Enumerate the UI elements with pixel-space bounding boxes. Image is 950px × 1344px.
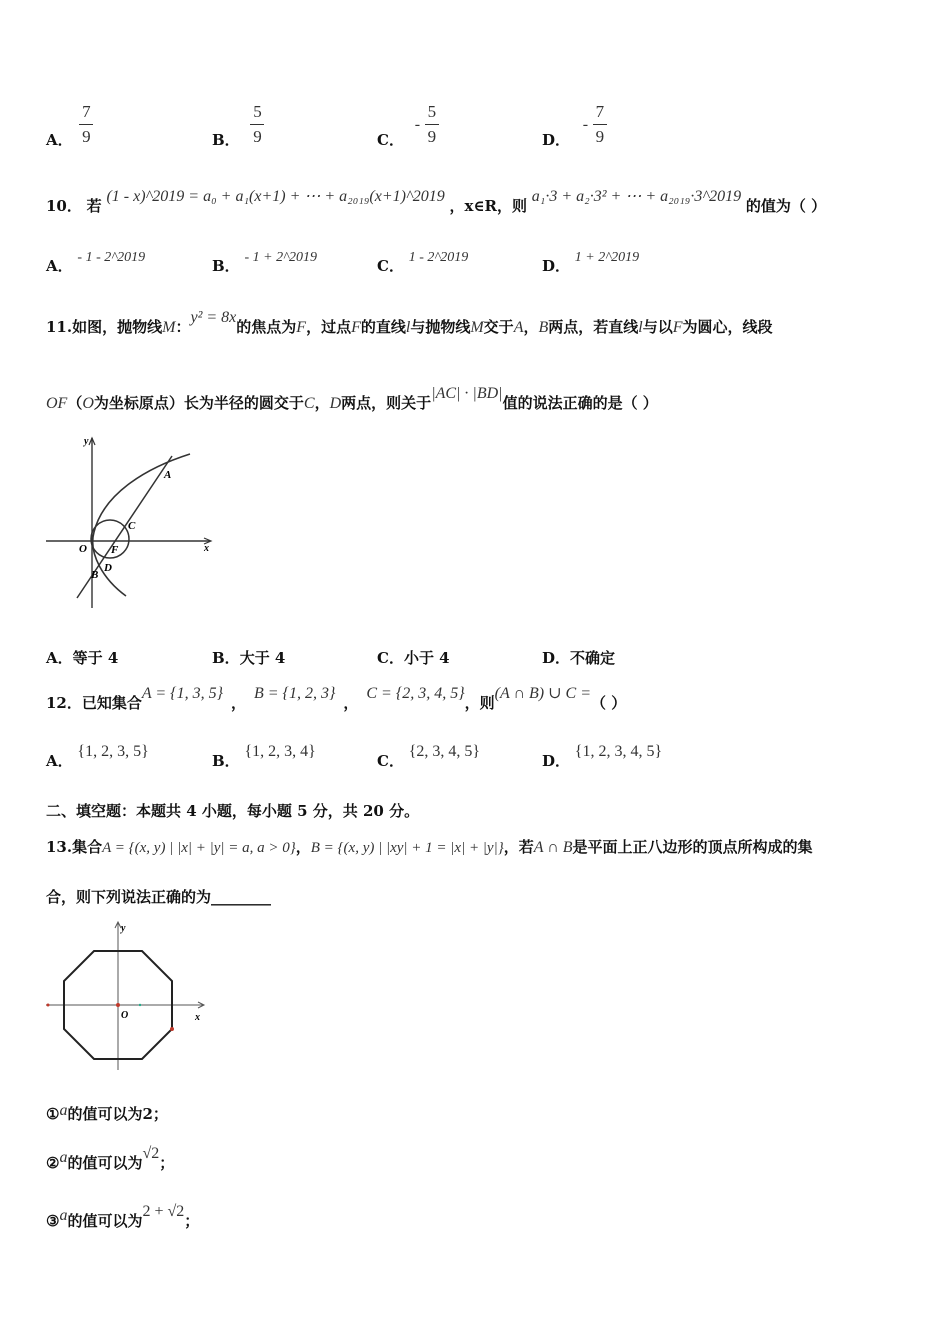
- q13-statement-3: [46, 1203, 200, 1231]
- math-O: O: [82, 395, 94, 412]
- section-title: 二、填空题：本题共 4 小题，每小题 5 分，共 20 分。: [46, 802, 420, 820]
- denominator: 9: [82, 127, 91, 146]
- q9-option-b: [212, 102, 264, 147]
- option-label: B．: [212, 130, 240, 149]
- question-number: 12．: [46, 694, 82, 712]
- option-value: - 1 + 2^2019: [244, 250, 317, 265]
- option-label: C．: [377, 257, 404, 275]
- origin-dot: [116, 1003, 120, 1007]
- text: 值的说法正确的是（ ）: [502, 394, 658, 412]
- text: 两点，若直线: [548, 318, 639, 336]
- option-label: A．: [46, 257, 73, 275]
- option-label: D．: [542, 649, 571, 667]
- option-value: - 1 - 2^2019: [77, 250, 146, 265]
- a-cap-b: A ∩ B: [533, 839, 573, 856]
- text: 两点，则关于: [341, 394, 432, 412]
- text: ，: [230, 694, 246, 712]
- label-c: C: [128, 520, 136, 532]
- math-F: F: [351, 319, 361, 336]
- q10-expression: (1 - x)^2019 = a₀ + a₁(x+1) + ⋯ + a₂₀₁₉(x+1)^2019: [106, 188, 445, 205]
- text: 与抛物线: [410, 318, 471, 336]
- q10-tail: 的值为（ ）: [745, 197, 827, 215]
- q10-option-c: [377, 250, 469, 276]
- minus-sign: -: [414, 115, 421, 133]
- option-label: C．: [377, 649, 404, 667]
- math-A: A: [513, 319, 524, 336]
- option-label: C．: [377, 130, 404, 149]
- label-f: F: [111, 544, 119, 556]
- q10-option-a: [46, 250, 146, 276]
- denominator: 9: [253, 127, 262, 146]
- q12-option-b: [212, 743, 316, 771]
- math-F: F: [672, 319, 683, 336]
- option-value: {1, 2, 3, 4, 5}: [574, 743, 663, 760]
- question-number: 10．: [46, 197, 82, 215]
- fraction: [425, 102, 439, 147]
- math-M: M: [162, 319, 176, 336]
- label-o: O: [79, 543, 87, 555]
- text: ，则: [464, 694, 495, 712]
- q12-stem: [46, 685, 627, 713]
- numerator: 5: [427, 102, 437, 121]
- set-a: A = {1, 3, 5}: [141, 685, 223, 702]
- text: 交于: [483, 318, 514, 336]
- q10-stem: [46, 188, 827, 216]
- option-text: 等于 4: [72, 649, 119, 667]
- label-x: x: [204, 543, 209, 554]
- statement-text: 的值可以为: [67, 1212, 143, 1230]
- q11-option-b: [212, 647, 285, 668]
- text: ，过点: [306, 318, 352, 336]
- tick-dot: [139, 1004, 141, 1006]
- circle-f: [91, 520, 129, 558]
- statement-mark: ③: [46, 1212, 60, 1230]
- denominator: 9: [595, 127, 605, 146]
- label-x: x: [195, 1012, 200, 1023]
- question-number: 13.: [46, 838, 73, 856]
- label-a: A: [164, 469, 172, 481]
- text: ；: [152, 1105, 168, 1123]
- q11-option-d: [542, 647, 615, 668]
- math-C: C: [303, 395, 315, 412]
- q13-octagon-figure: [44, 918, 214, 1073]
- statement-mark: ①: [46, 1105, 60, 1123]
- statement-text: 的值可以为: [67, 1105, 143, 1123]
- math-l: l: [405, 319, 411, 336]
- q11-option-c: [377, 647, 450, 668]
- option-text: 不确定: [570, 649, 616, 667]
- text: 与以: [642, 318, 673, 336]
- text: ，: [523, 318, 539, 336]
- option-label: C．: [377, 752, 404, 770]
- option-text: 大于 4: [239, 649, 286, 667]
- minus-sign: -: [582, 115, 589, 133]
- numerator: 5: [253, 102, 262, 121]
- text: （ ）: [591, 694, 627, 712]
- statement-mark: ②: [46, 1154, 60, 1172]
- q13-stem-line1: [46, 836, 813, 857]
- numerator: 7: [595, 102, 605, 121]
- math-OF: OF: [46, 395, 68, 412]
- fraction: [593, 102, 607, 147]
- math-D: D: [329, 395, 342, 412]
- q13-stem-line2: 合，则下列说法正确的为________: [46, 888, 272, 906]
- text: ；: [159, 1154, 175, 1172]
- text: 如图，抛物线: [72, 318, 163, 336]
- q11-stem-line1: [46, 309, 773, 337]
- option-value: {1, 2, 3, 4}: [244, 743, 316, 760]
- q10-sum-expression: a₁·3 + a₂·3² + ⋯ + a₂₀₁₉·3^2019: [531, 188, 742, 205]
- set-expression: (A ∩ B) ∪ C =: [494, 685, 591, 702]
- set-c: C = {2, 3, 4, 5}: [366, 685, 465, 702]
- option-value: {1, 2, 3, 5}: [77, 743, 149, 760]
- q12-option-c: [377, 743, 481, 771]
- option-value: 1 + 2^2019: [574, 250, 640, 265]
- math-F: F: [296, 319, 307, 336]
- option-label: B．: [212, 649, 240, 667]
- text: 为坐标原点）长为半径的圆交于: [93, 394, 304, 412]
- text: （: [67, 394, 83, 412]
- q11-stem-line2: [46, 385, 658, 413]
- math-B: B: [538, 319, 549, 336]
- fraction: [250, 102, 264, 147]
- text: ：: [175, 318, 191, 336]
- q9-option-a: [46, 102, 93, 147]
- denominator: 9: [427, 127, 437, 146]
- q11-parabola-figure: [44, 432, 219, 612]
- option-value: 1 - 2^2019: [408, 250, 469, 265]
- numerator: 7: [82, 102, 91, 121]
- fraction: [79, 102, 93, 147]
- vertex-dot: [170, 1027, 174, 1031]
- option-label: A．: [46, 130, 73, 149]
- option-label: B．: [212, 257, 240, 275]
- statement-value: 2: [142, 1105, 153, 1123]
- math-a: a: [59, 1207, 68, 1224]
- q9-option-d: [542, 102, 607, 147]
- label-b: B: [91, 569, 99, 581]
- text: 集合: [72, 838, 103, 856]
- label-y: y: [121, 923, 126, 934]
- q10-ruo: 若: [86, 197, 102, 215]
- text: ，若: [503, 838, 534, 856]
- parabola: [93, 454, 190, 596]
- q11-product-expression: |AC| · |BD|: [431, 385, 503, 402]
- q10-condition: ，x∈R，则: [449, 197, 528, 215]
- text: 为圆心，线段: [682, 318, 773, 336]
- set-b: B = {(x, y) | |xy| + 1 = |x| + |y|}: [310, 840, 504, 856]
- set-a: A = {(x, y) | |x| + |y| = a, a > 0}: [102, 840, 296, 856]
- q12-option-a: [46, 743, 149, 771]
- q12-option-d: [542, 743, 663, 771]
- label-o: O: [121, 1010, 129, 1021]
- set-b: B = {1, 2, 3}: [253, 685, 336, 702]
- math-a: a: [59, 1102, 68, 1119]
- statement-value: 2 + √2: [142, 1203, 185, 1220]
- text: ，: [295, 838, 311, 856]
- q13-statement-1: [46, 1103, 168, 1124]
- text: 已知集合: [81, 694, 142, 712]
- option-label: A．: [46, 649, 73, 667]
- tick-dot: [47, 1004, 50, 1007]
- text: ；: [184, 1212, 200, 1230]
- parabola-equation: y² = 8x: [190, 309, 237, 326]
- text: ，: [314, 394, 330, 412]
- statement-text: 的值可以为: [67, 1154, 143, 1172]
- math-M: M: [470, 319, 484, 336]
- option-label: A．: [46, 752, 73, 770]
- text: ，: [343, 694, 359, 712]
- math-a: a: [59, 1149, 68, 1166]
- q10-option-d: [542, 250, 640, 276]
- text: 的直线: [360, 318, 406, 336]
- question-number: 11.: [46, 318, 73, 336]
- option-value: {2, 3, 4, 5}: [408, 743, 481, 760]
- q13-statement-2: [46, 1145, 175, 1173]
- option-text: 小于 4: [403, 649, 450, 667]
- math-l: l: [638, 319, 643, 336]
- option-label: B．: [212, 752, 240, 770]
- label-d: D: [104, 562, 112, 574]
- q10-option-b: [212, 250, 317, 276]
- option-label: D．: [542, 257, 571, 275]
- q9-option-c: [377, 102, 439, 147]
- q11-option-a: [46, 647, 118, 668]
- text: 是平面上正八边形的顶点所构成的集: [572, 838, 813, 856]
- option-label: D．: [542, 752, 571, 770]
- statement-value: √2: [142, 1145, 160, 1162]
- option-label: D．: [542, 130, 571, 149]
- label-y: y: [84, 436, 89, 447]
- text: 的焦点为: [236, 318, 297, 336]
